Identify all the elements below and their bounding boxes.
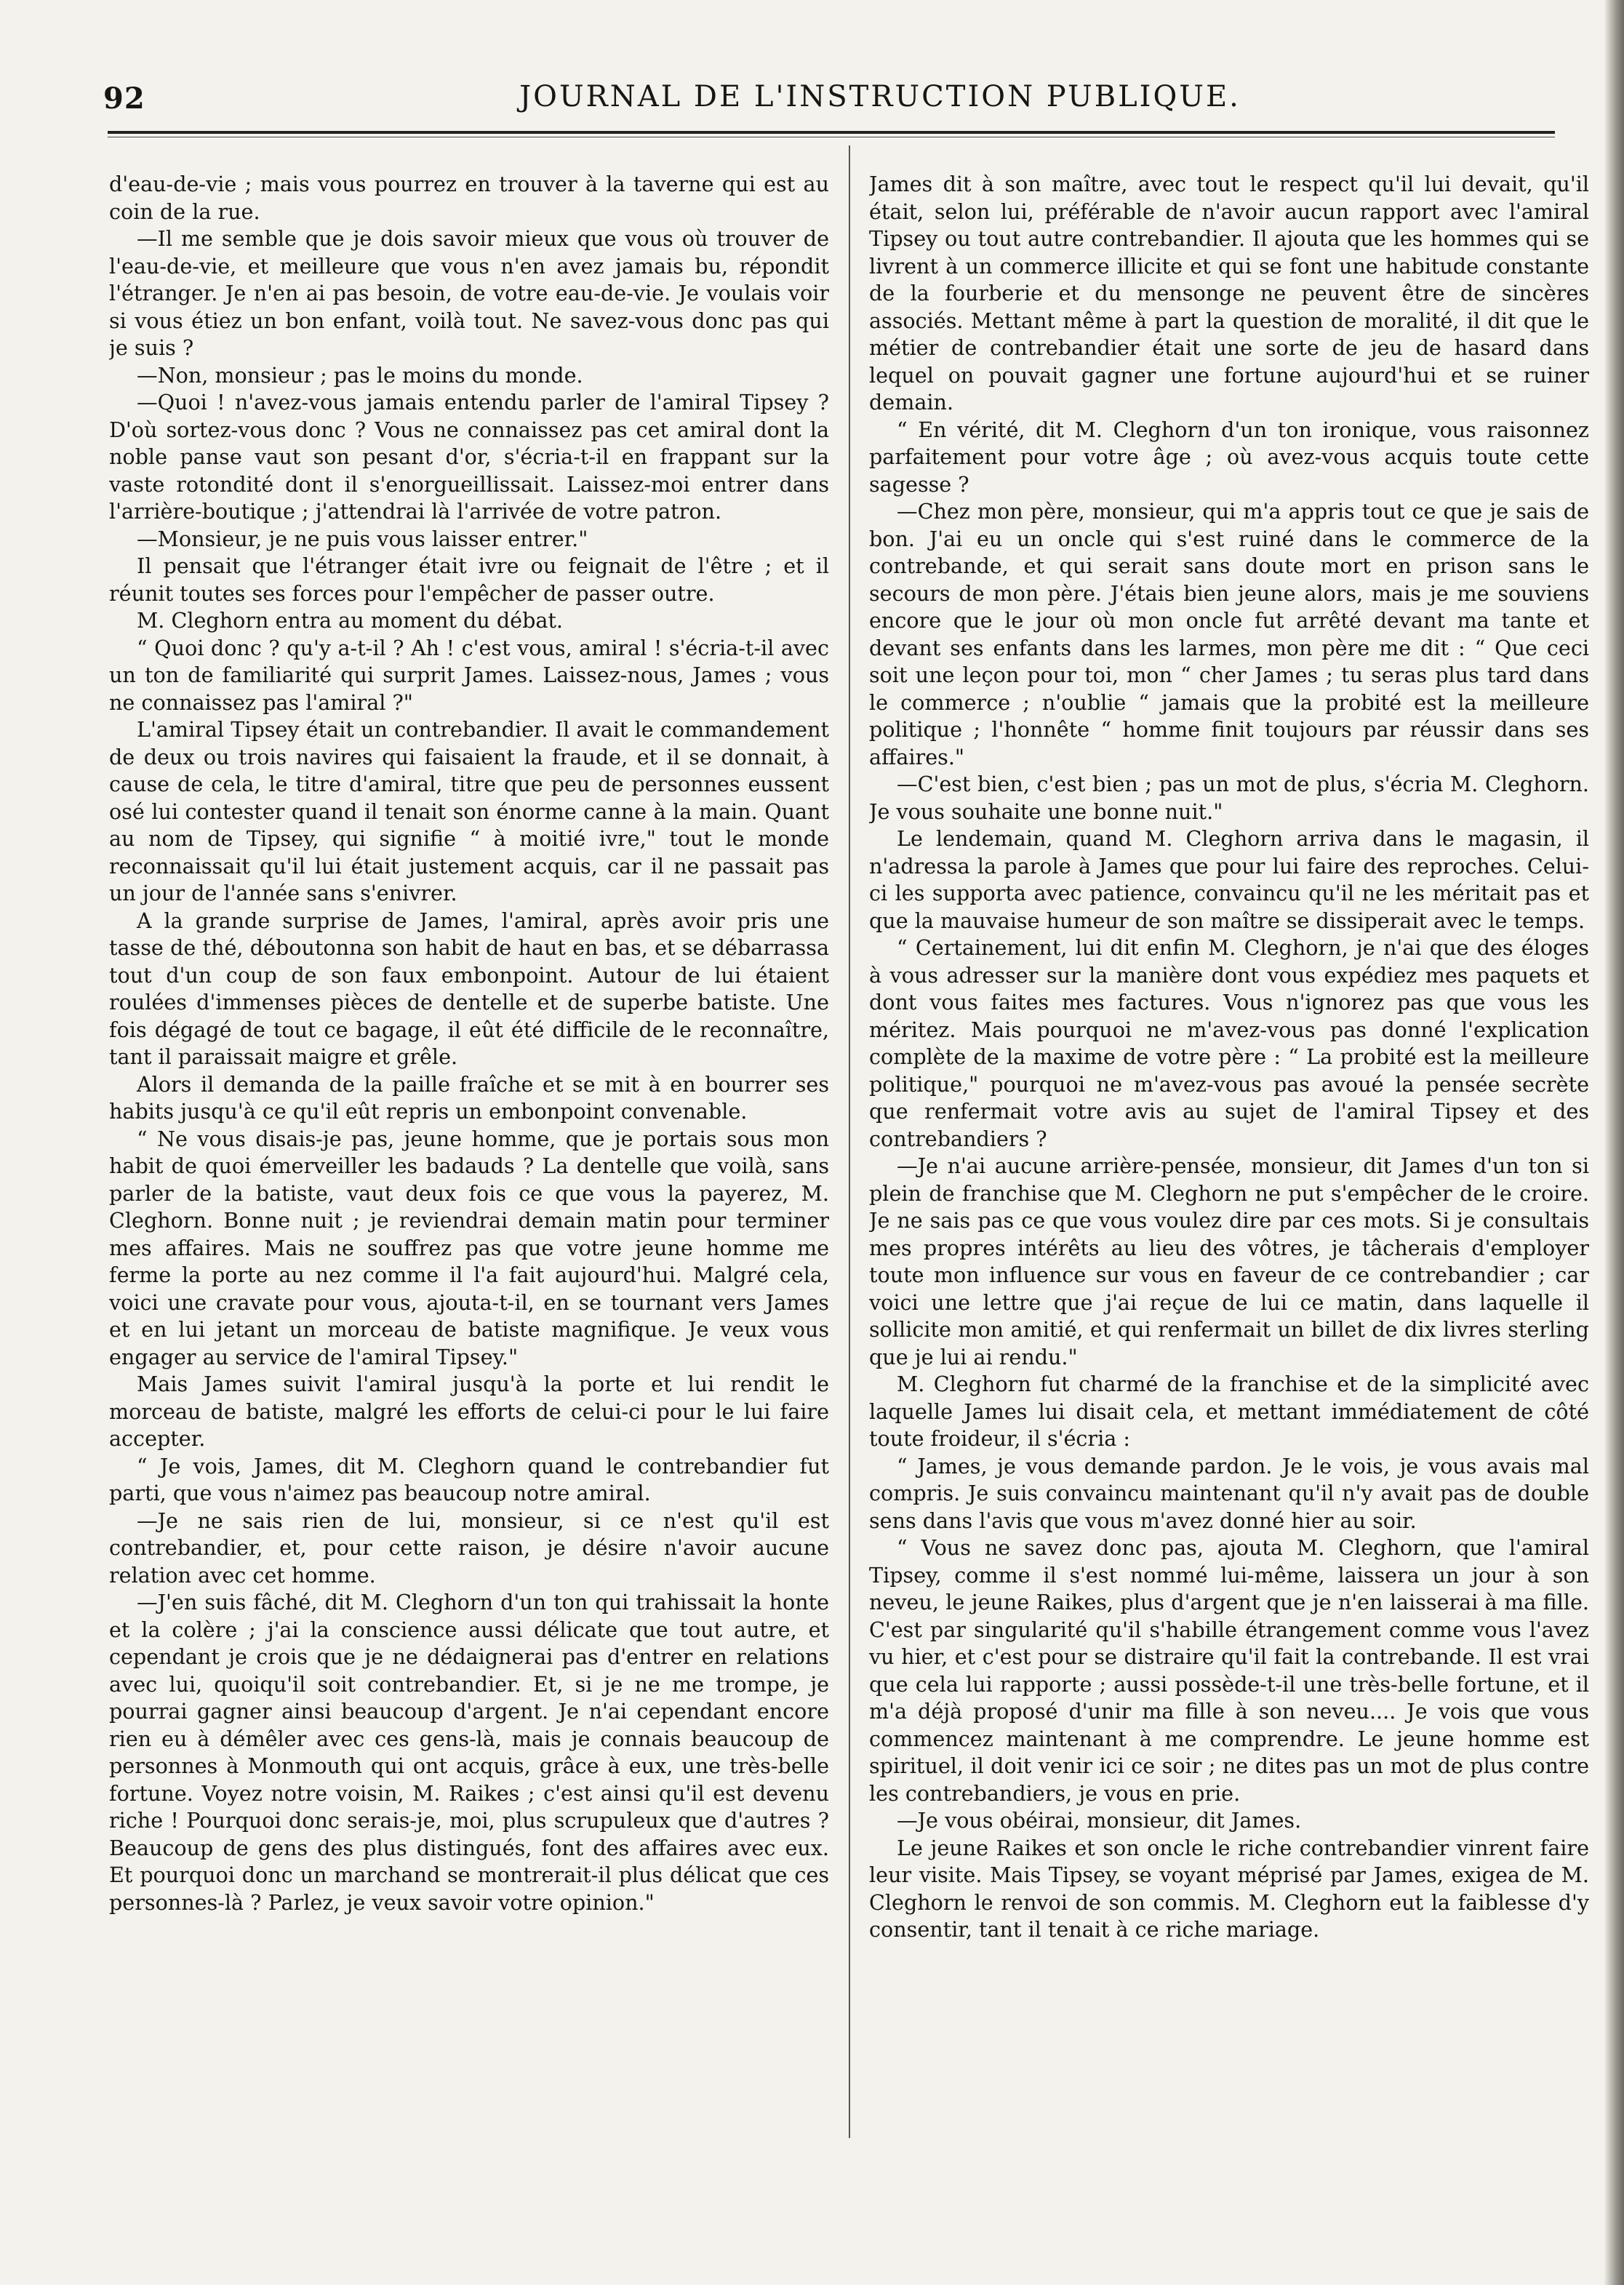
paragraph: “ Je vois, James, dit M. Cleghorn quand le contrebandier fut parti, que vous n'aimez pas beaucoup notre amiral.: [109, 1453, 829, 1505]
paragraph: Il pensait que l'étranger était ivre ou feignait de l'être ; et il réunit toutes ses forces pour l'empêcher de passer outre.: [109, 553, 829, 606]
paragraph: “ Ne vous disais-je pas, jeune homme, que je portais sous mon habit de quoi émerveiller les badauds ? La dentelle que voilà, sans parler de la batiste, vaut deux fois ce que vous la payerez, M. Cleghorn. Bonne nuit ; je reviendrai demain matin pour terminer mes affaires. Mais ne souffrez pas que votre jeune homme me ferme la porte au nez comme il l'a fait aujourd'hui. Malgré cela, voici une cravate pour vous, ajouta-t-il, en se tournant vers James et en lui jetant un morceau de batiste magnifique. Je veux vous engager au service de l'amiral Tipsey.": [109, 1126, 829, 1369]
paragraph: d'eau-de-vie ; mais vous pourrez en trouver à la taverne qui est au coin de la rue.: [109, 172, 829, 224]
paragraph: “ Vous ne savez donc pas, ajouta M. Cleghorn, que l'amiral Tipsey, comme il s'est nommé lui-même, laissera un jour à son neveu, le jeune Raikes, plus d'argent que je n'en laisserai à ma fille. C'est par singularité qu'il s'habille étrangement comme vous l'avez vu hier, et c'est pour se distraire qu'il fait la contrebande. Il est vrai que cela lui rapporte ; aussi possède-t-il une très-belle fortune, et il m'a déjà proposé d'unir ma fille à son neveu.... Je vois que vous commencez maintenant à me comprendre. Le jeune homme est spirituel, il doit venir ici ce soir ; ne dites pas un mot de plus contre les contrebandiers, je vous en prie.: [869, 1535, 1589, 1806]
paragraph: Mais James suivit l'amiral jusqu'à la porte et lui rendit le morceau de batiste, malgré les efforts de celui-ci pour le lui faire accepter.: [109, 1372, 829, 1451]
paragraph: “ Certainement, lui dit enfin M. Cleghorn, je n'ai que des éloges à vous adresser sur la manière dont vous expédiez mes paquets et dont vous faites mes factures. Vous n'ignorez pas que vous les méritez. Mais pourquoi ne m'avez-vous pas donné l'explication complète de la maxime de votre père : “ La probité est la meilleure politique," pourquoi ne m'avez-vous pas avoué la pensée secrète que renfermait votre avis au sujet de l'amiral Tipsey et des contrebandiers ?: [869, 935, 1589, 1151]
left-column: [109, 171, 829, 2265]
paragraph: —Chez mon père, monsieur, qui m'a appris tout ce que je sais de bon. J'ai eu un oncle qui s'est ruiné dans le commerce de la contrebande, et qui serait sans doute mort en prison sans le secours de mon père. J'étais bien jeune alors, mais je me souviens encore que le jour où mon oncle fut arrêté devant ma tante et devant ses enfants dans les larmes, mon père me dit : “ Que ceci soit une leçon pour toi, mon “ cher James ; tu seras plus tard dans le commerce ; n'oublie “ jamais que la probité est la meilleure politique ; l'honnête “ homme finit toujours par réussir dans ses affaires.": [869, 499, 1589, 769]
paragraph: Le jeune Raikes et son oncle le riche contrebandier vinrent faire leur visite. Mais Tipsey, se voyant méprisé par James, exigea de M. Cleghorn le renvoi de son commis. M. Cleghorn eut la faiblesse d'y consentir, tant il tenait à ce riche mariage.: [869, 1835, 1589, 1942]
paragraph: —Non, monsieur ; pas le moins du monde.: [137, 362, 583, 388]
header-rule: [108, 131, 1555, 137]
paragraph: —Je vous obéirai, monsieur, dit James.: [897, 1808, 1302, 1833]
paragraph: —Il me semble que je dois savoir mieux que vous où trouver de l'eau-de-vie, et meilleure que vous n'en avez jamais bu, répondit l'étranger. Je n'en ai pas besoin, de votre eau-de-vie. Je voulais voir si vous étiez un bon enfant, voilà tout. Ne savez-vous donc pas qui je suis ?: [109, 226, 829, 360]
paragraph: —Quoi ! n'avez-vous jamais entendu parler de l'amiral Tipsey ? D'où sortez-vous donc ? Vous ne connaissez pas cet amiral dont la noble panse vaut son pesant d'or, s'écria-t-il en frappant sur la vaste rotondité dont il s'enorgueillissait. Laissez-moi entrer dans l'arrière-boutique ; j'attendrai là l'arrivée de votre patron.: [109, 390, 829, 524]
paragraph: M. Cleghorn entra au moment du débat.: [137, 608, 564, 633]
paragraph: —Je ne sais rien de lui, monsieur, si ce n'est qu'il est contrebandier, et, pour cette raison, je désire n'avoir aucune relation avec cet homme.: [109, 1508, 829, 1588]
paragraph: —J'en suis fâché, dit M. Cleghorn d'un ton qui trahissait la honte et la colère ; j'ai la conscience aussi délicate que tout autre, et cependant je crois que je ne dédaignerai pas d'entrer en relations avec lui, quoiqu'il soit contrebandier. Et, si je ne me trompe, je pourrai gagner ainsi beaucoup d'argent. Je n'ai cependant encore rien eu à démêler avec ces gens-là, mais je connais beaucoup de personnes à Monmouth qui ont acquis, grâce à eux, une très-belle fortune. Voyez notre voisin, M. Raikes ; c'est ainsi qu'il est devenu riche ! Pourquoi donc serais-je, moi, plus scrupuleux que d'autres ? Beaucoup de gens des plus distingués, font des affaires avec eux. Et pourquoi donc un marchand se montrerait-il plus délicat que ces personnes-là ? Parlez, je veux savoir votre opinion.": [109, 1590, 829, 1915]
paragraph: —C'est bien, c'est bien ; pas un mot de plus, s'écria M. Cleghorn. Je vous souhaite une bonne nuit.": [869, 772, 1589, 824]
column-divider: [849, 145, 850, 2138]
paragraph: —Je n'ai aucune arrière-pensée, monsieur, dit James d'un ton si plein de franchise que M. Cleghorn ne put s'empêcher de le croire. Je ne sais pas ce que vous voulez dire par ces mots. Si je consultais mes propres intérêts au lieu des vôtres, je tâcherais d'employer toute mon influence sur vous en faveur de ce contrebandier ; car voici une lettre que j'ai reçue de lui ce matin, dans laquelle il sollicite mon amitié, et qui renfermait un billet de dix livres sterling que je lui ai rendu.": [869, 1153, 1589, 1369]
paragraph: Le lendemain, quand M. Cleghorn arriva dans le magasin, il n'adressa la parole à James que pour lui faire des reproches. Celui-ci les supporta avec patience, convaincu qu'il ne les méritait pas et que la mauvaise humeur de son maître se dissiperait avec le temps.: [869, 826, 1589, 933]
page-edge-shadow: [1604, 0, 1624, 2285]
right-column: [869, 171, 1589, 2265]
paragraph: “ Quoi donc ? qu'y a-t-il ? Ah ! c'est vous, amiral ! s'écria-t-il avec un ton de familiarité qui surprit James. Laissez-nous, James ; vous ne connaissez pas l'amiral ?": [109, 635, 829, 715]
page-number: 92: [103, 81, 145, 116]
running-head-title: JOURNAL DE L'INSTRUCTION PUBLIQUE.: [519, 80, 1241, 113]
paragraph: “ En vérité, dit M. Cleghorn d'un ton ironique, vous raisonnez parfaitement pour votre âge ; où avez-vous acquis toute cette sagesse ?: [869, 417, 1589, 497]
paragraph: M. Cleghorn fut charmé de la franchise et de la simplicité avec laquelle James lui disait cela, et mettant immédiatement de côté toute froideur, il s'écria :: [869, 1372, 1589, 1451]
paragraph: James dit à son maître, avec tout le respect qu'il lui devait, qu'il était, selon lui, préférable de n'avoir aucun rapport avec l'amiral Tipsey ou tout autre contrebandier. Il ajouta que les hommes qui se livrent à un commerce illicite et qui se font une habitude constante de la fourberie et du mensonge ne peuvent être de sincères associés. Mettant même à part la question de moralité, il dit que le métier de contrebandier était une sorte de jeu de hasard dans lequel on pouvait gagner une fortune aujourd'hui et se ruiner demain.: [869, 172, 1589, 415]
paragraph: A la grande surprise de James, l'amiral, après avoir pris une tasse de thé, déboutonna son habit de haut en bas, et se débarrassa tout d'un coup de son faux embonpoint. Autour de lui étaient roulées d'immenses pièces de dentelle et de superbe batiste. Une fois dégagé de tout ce bagage, il eût été difficile de le reconnaître, tant il paraissait maigre et grêle.: [109, 908, 829, 1069]
paragraph: L'amiral Tipsey était un contrebandier. Il avait le commandement de deux ou trois navires qui faisaient la fraude, et il se donnait, à cause de cela, le titre d'amiral, titre que peu de personnes eussent osé lui contester quand il tenait son énorme canne à la main. Quant au nom de Tipsey, qui signifie “ à moitié ivre," tout le monde reconnaissait qu'il lui était justement acquis, car il ne passait pas un jour de l'année sans s'enivrer.: [109, 717, 829, 905]
paragraph: Alors il demanda de la paille fraîche et se mit à en bourrer ses habits jusqu'à ce qu'il eût repris un embonpoint convenable.: [109, 1071, 829, 1124]
paragraph: “ James, je vous demande pardon. Je le vois, je vous avais mal compris. Je suis convaincu maintenant qu'il n'y avait pas de double sens dans l'avis que vous m'avez donné hier au soir.: [869, 1453, 1589, 1533]
paragraph: —Monsieur, je ne puis vous laisser entrer.": [137, 526, 588, 551]
